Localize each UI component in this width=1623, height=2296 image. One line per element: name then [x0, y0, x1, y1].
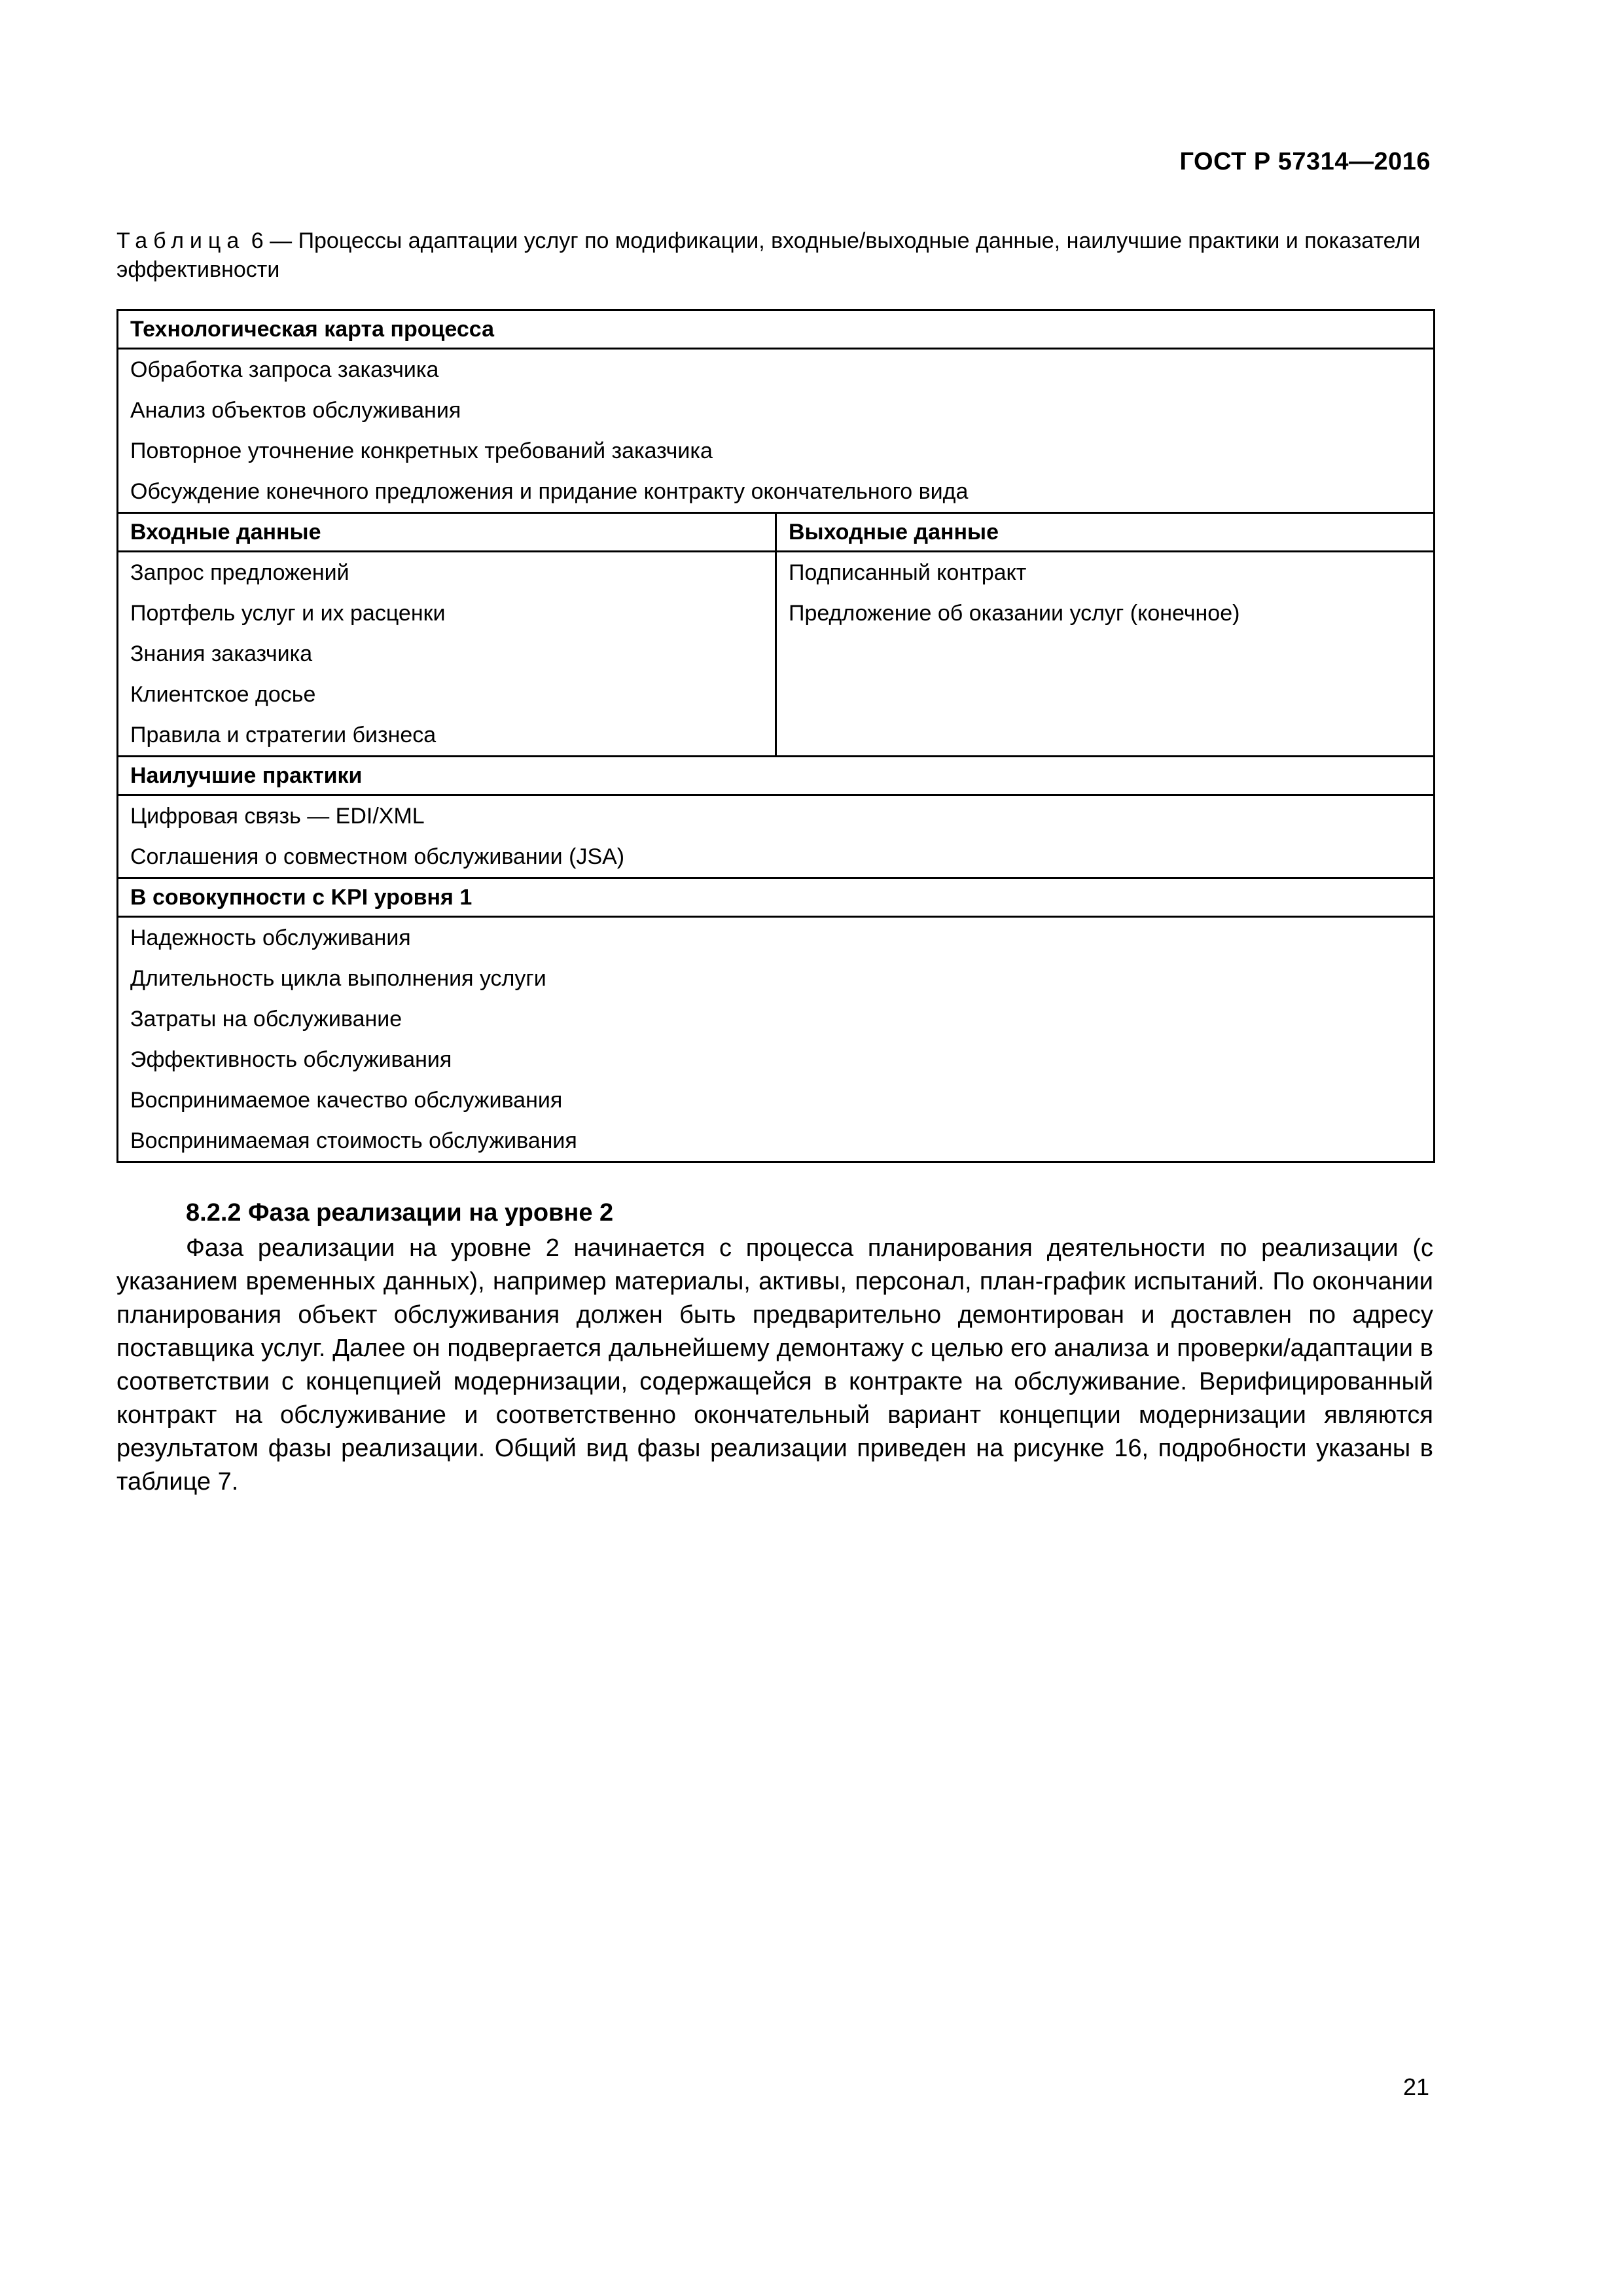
list-item: Правила и стратегии бизнеса [130, 723, 437, 747]
inputs-list [118, 552, 776, 757]
io-row [118, 552, 1435, 757]
inputs-heading: Входные данные [118, 513, 776, 552]
list-item: Эффективность обслуживания [130, 1047, 452, 1072]
kpi-heading-row [118, 878, 1435, 917]
kpi-heading: В совокупности с KPI уровня 1 [118, 878, 1435, 917]
list-item: Подписанный контракт [789, 560, 1027, 585]
list-item: Воспринимаемое качество обслуживания [130, 1088, 563, 1113]
kpi-row [118, 917, 1435, 1162]
list-item: Знания заказчика [130, 641, 313, 666]
table-caption-number: 6 [251, 228, 264, 253]
list-item: Анализ объектов обслуживания [130, 398, 461, 423]
section-title: 8.2.2 Фаза реализации на уровне 2 [186, 1199, 614, 1227]
process-map-heading-row [118, 310, 1435, 349]
list-item: Длительность цикла выполнения услуги [130, 966, 546, 991]
list-item: Соглашения о совместном обслуживании (JSA) [130, 844, 625, 869]
table-caption-text: — Процессы адаптации услуг по модификации, входные/выходные данные, наилучшие практики и показатели эффективности [116, 228, 1421, 282]
list-item: Повторное уточнение конкретных требований заказчика [130, 439, 713, 463]
outputs-heading: Выходные данные [776, 513, 1435, 552]
list-item: Цифровая связь — EDI/XML [130, 804, 425, 829]
process-map-row [118, 349, 1435, 513]
best-practices-row [118, 795, 1435, 878]
document-code: ГОСТ Р 57314—2016 [1179, 148, 1431, 175]
process-map-list [118, 349, 1435, 513]
list-item: Затраты на обслуживание [130, 1007, 402, 1031]
list-item: Обработка запроса заказчика [130, 357, 439, 382]
best-practices-heading: Наилучшие практики [118, 757, 1435, 795]
process-table [116, 309, 1435, 1163]
table-caption-label: Таблица [116, 228, 245, 253]
best-practices-heading-row [118, 757, 1435, 795]
list-item: Обсуждение конечного предложения и придание контракту окончательного вида [130, 479, 969, 504]
section-paragraph: Фаза реализации на уровне 2 начинается с процесса планирования деятельности по реализации (с указанием временных данных), например материалы, активы, персонал, план-график испытаний. По окончании планирования объект обслуживания должен быть предварительно демонтирован и доставлен по адресу поставщика услуг. Далее он подвергается дальнейшему демонтажу с целью его анализа и проверки/адаптации в соответствии с концепцией модернизации, содержащейся в контракте на обслуживание. Верифицированный контракт на обслуживание и соответственно окончательный вариант концепции модернизации являются результатом фазы реализации. Общий вид фазы реализации приведен на рисунке 16, подробности указаны в таблице 7. [116, 1234, 1433, 1496]
list-item: Предложение об оказании услуг (конечное) [789, 601, 1240, 626]
process-map-heading: Технологическая карта процесса [118, 310, 1435, 349]
page-number: 21 [1402, 2073, 1429, 2100]
list-item: Портфель услуг и их расценки [130, 601, 446, 626]
io-heading-row [118, 513, 1435, 552]
list-item: Надежность обслуживания [130, 925, 411, 950]
list-item: Клиентское досье [130, 682, 316, 707]
table-caption [116, 226, 1431, 284]
list-item: Запрос предложений [130, 560, 349, 585]
kpi-list [118, 917, 1435, 1162]
list-item: Воспринимаемая стоимость обслуживания [130, 1128, 577, 1153]
best-practices-list [118, 795, 1435, 878]
outputs-list [776, 552, 1435, 757]
